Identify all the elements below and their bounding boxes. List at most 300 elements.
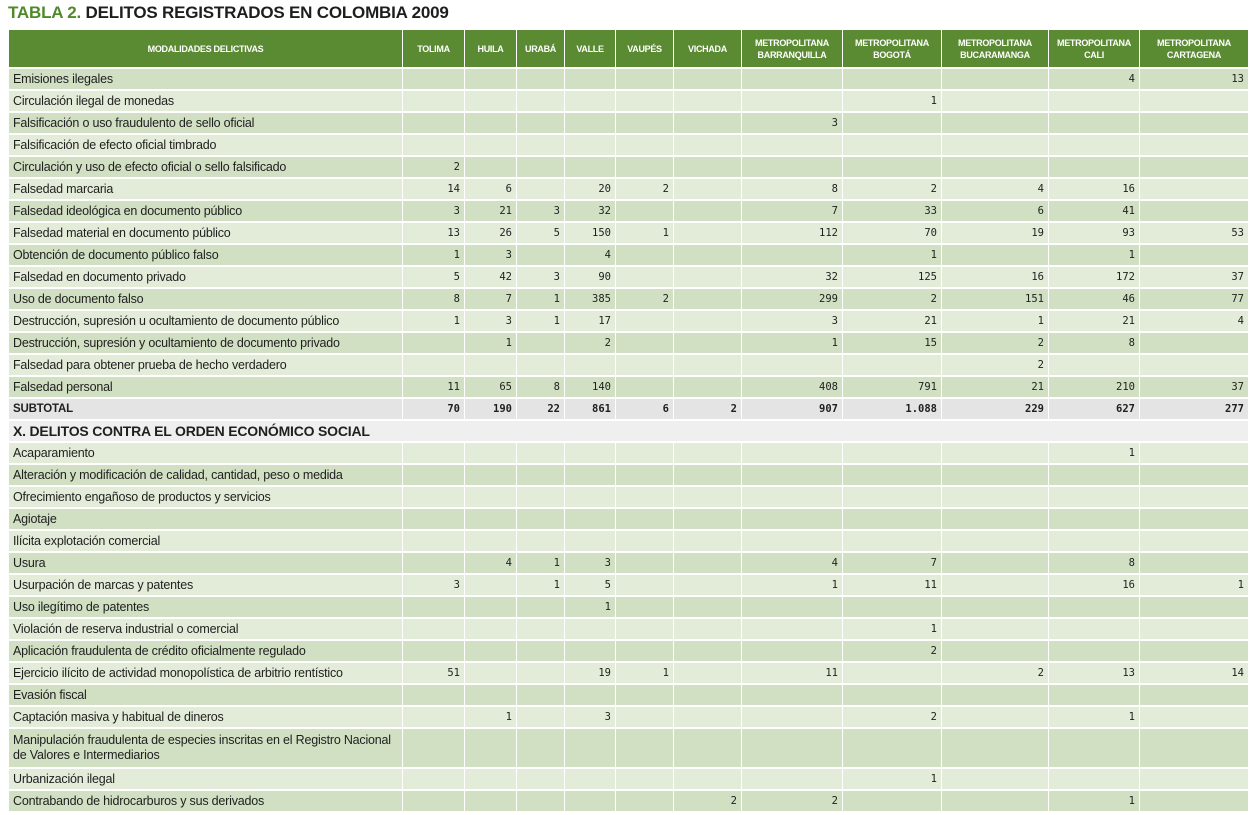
cell-huila xyxy=(465,596,517,618)
cell-vaupes: 1 xyxy=(616,662,674,684)
cell-tolima xyxy=(403,684,465,706)
cell-metropolitana-cali xyxy=(1049,354,1140,376)
cell-huila: 42 xyxy=(465,266,517,288)
cell-metropolitana-cartagena: 277 xyxy=(1140,398,1249,420)
cell-valle: 17 xyxy=(565,310,616,332)
row-label: Falsedad personal xyxy=(9,376,403,398)
cell-metropolitana-barranquilla xyxy=(742,156,843,178)
cell-valle xyxy=(565,112,616,134)
cell-metropolitana-barranquilla xyxy=(742,508,843,530)
cell-metropolitana-cali xyxy=(1049,728,1140,768)
cell-metropolitana-barranquilla: 8 xyxy=(742,178,843,200)
cell-metropolitana-bogota xyxy=(843,68,942,90)
cell-metropolitana-bucaramanga xyxy=(942,684,1049,706)
cell-metropolitana-bucaramanga xyxy=(942,68,1049,90)
cell-vaupes xyxy=(616,706,674,728)
cell-metropolitana-bucaramanga xyxy=(942,244,1049,266)
cell-huila xyxy=(465,790,517,812)
cell-tolima: 13 xyxy=(403,222,465,244)
cell-tolima xyxy=(403,530,465,552)
cell-vichada xyxy=(674,354,742,376)
cell-metropolitana-barranquilla: 2 xyxy=(742,790,843,812)
row-label: SUBTOTAL xyxy=(9,398,403,420)
cell-tolima: 3 xyxy=(403,200,465,222)
cell-uraba: 1 xyxy=(517,574,565,596)
cell-metropolitana-cali: 93 xyxy=(1049,222,1140,244)
cell-vichada xyxy=(674,68,742,90)
cell-valle xyxy=(565,790,616,812)
table-row xyxy=(9,200,1249,222)
cell-huila: 65 xyxy=(465,376,517,398)
cell-vichada xyxy=(674,508,742,530)
cell-vichada xyxy=(674,640,742,662)
cell-valle: 3 xyxy=(565,552,616,574)
row-label: Violación de reserva industrial o comercial xyxy=(9,618,403,640)
table-row xyxy=(9,728,1249,768)
cell-valle xyxy=(565,156,616,178)
cell-metropolitana-bogota: 1 xyxy=(843,618,942,640)
row-label: Uso ilegítimo de patentes xyxy=(9,596,403,618)
cell-huila xyxy=(465,640,517,662)
cell-metropolitana-cartagena xyxy=(1140,508,1249,530)
cell-metropolitana-barranquilla: 4 xyxy=(742,552,843,574)
cell-metropolitana-bogota: 2 xyxy=(843,288,942,310)
cell-metropolitana-barranquilla xyxy=(742,486,843,508)
cell-huila xyxy=(465,728,517,768)
column-header-metropolitana-barranquilla: METROPOLITANA BARRANQUILLA xyxy=(742,30,843,68)
cell-metropolitana-cartagena xyxy=(1140,354,1249,376)
table-row xyxy=(9,156,1249,178)
cell-metropolitana-bogota: 21 xyxy=(843,310,942,332)
subtotal-row xyxy=(9,398,1249,420)
cell-uraba: 22 xyxy=(517,398,565,420)
cell-valle: 2 xyxy=(565,332,616,354)
cell-metropolitana-cali: 172 xyxy=(1049,266,1140,288)
cell-metropolitana-cali xyxy=(1049,530,1140,552)
cell-tolima xyxy=(403,112,465,134)
cell-metropolitana-cartagena xyxy=(1140,530,1249,552)
cell-vaupes xyxy=(616,574,674,596)
row-label: Circulación ilegal de monedas xyxy=(9,90,403,112)
cell-metropolitana-cartagena xyxy=(1140,134,1249,156)
cell-metropolitana-bogota: 1 xyxy=(843,244,942,266)
cell-metropolitana-bogota: 70 xyxy=(843,222,942,244)
cell-vichada xyxy=(674,134,742,156)
cell-metropolitana-bucaramanga xyxy=(942,552,1049,574)
cell-metropolitana-bucaramanga xyxy=(942,728,1049,768)
cell-metropolitana-cartagena: 13 xyxy=(1140,68,1249,90)
row-label: Circulación y uso de efecto oficial o sello falsificado xyxy=(9,156,403,178)
cell-metropolitana-barranquilla xyxy=(742,640,843,662)
column-header-metropolitana-cali: METROPOLITANA CALI xyxy=(1049,30,1140,68)
row-label: Acaparamiento xyxy=(9,442,403,464)
table-row xyxy=(9,596,1249,618)
cell-metropolitana-cartagena xyxy=(1140,552,1249,574)
cell-metropolitana-cali xyxy=(1049,112,1140,134)
cell-vichada xyxy=(674,332,742,354)
cell-metropolitana-cartagena xyxy=(1140,464,1249,486)
cell-metropolitana-cartagena xyxy=(1140,728,1249,768)
table-row xyxy=(9,244,1249,266)
cell-huila xyxy=(465,464,517,486)
cell-tolima: 1 xyxy=(403,244,465,266)
cell-huila xyxy=(465,68,517,90)
cell-metropolitana-cartagena: 14 xyxy=(1140,662,1249,684)
cell-metropolitana-bucaramanga: 4 xyxy=(942,178,1049,200)
cell-huila: 1 xyxy=(465,332,517,354)
cell-metropolitana-bucaramanga: 21 xyxy=(942,376,1049,398)
crimes-table xyxy=(8,30,1249,812)
cell-metropolitana-cartagena: 53 xyxy=(1140,222,1249,244)
column-header-uraba: URABÁ xyxy=(517,30,565,68)
cell-vichada xyxy=(674,618,742,640)
cell-vaupes xyxy=(616,552,674,574)
cell-vaupes xyxy=(616,354,674,376)
cell-uraba xyxy=(517,662,565,684)
cell-vaupes xyxy=(616,332,674,354)
cell-valle: 861 xyxy=(565,398,616,420)
row-label: Falsedad para obtener prueba de hecho verdadero xyxy=(9,354,403,376)
cell-uraba xyxy=(517,684,565,706)
cell-huila xyxy=(465,112,517,134)
cell-vaupes xyxy=(616,244,674,266)
cell-metropolitana-barranquilla: 3 xyxy=(742,310,843,332)
cell-metropolitana-bucaramanga: 1 xyxy=(942,310,1049,332)
cell-huila xyxy=(465,662,517,684)
cell-tolima: 70 xyxy=(403,398,465,420)
table-row xyxy=(9,68,1249,90)
cell-metropolitana-cali: 627 xyxy=(1049,398,1140,420)
row-label: Manipulación fraudulenta de especies inscritas en el Registro Nacional de Valores e Intermediarios xyxy=(9,728,403,768)
cell-metropolitana-cali: 1 xyxy=(1049,790,1140,812)
cell-vichada xyxy=(674,574,742,596)
cell-valle: 150 xyxy=(565,222,616,244)
cell-tolima: 51 xyxy=(403,662,465,684)
cell-vichada xyxy=(674,728,742,768)
cell-metropolitana-bucaramanga xyxy=(942,442,1049,464)
cell-tolima xyxy=(403,768,465,790)
cell-metropolitana-bogota: 2 xyxy=(843,640,942,662)
cell-vichada xyxy=(674,222,742,244)
cell-tolima xyxy=(403,706,465,728)
cell-metropolitana-bogota: 7 xyxy=(843,552,942,574)
cell-valle: 1 xyxy=(565,596,616,618)
cell-vichada xyxy=(674,200,742,222)
cell-tolima: 2 xyxy=(403,156,465,178)
cell-uraba xyxy=(517,530,565,552)
cell-vichada: 2 xyxy=(674,790,742,812)
cell-metropolitana-bogota xyxy=(843,442,942,464)
cell-vichada xyxy=(674,178,742,200)
cell-metropolitana-bogota: 2 xyxy=(843,706,942,728)
cell-metropolitana-cali: 8 xyxy=(1049,332,1140,354)
cell-vaupes xyxy=(616,728,674,768)
cell-metropolitana-barranquilla xyxy=(742,90,843,112)
cell-metropolitana-cartagena xyxy=(1140,706,1249,728)
cell-huila xyxy=(465,354,517,376)
cell-uraba xyxy=(517,790,565,812)
cell-uraba: 3 xyxy=(517,200,565,222)
cell-tolima: 14 xyxy=(403,178,465,200)
cell-metropolitana-bucaramanga: 2 xyxy=(942,354,1049,376)
cell-vichada xyxy=(674,442,742,464)
cell-valle xyxy=(565,684,616,706)
cell-metropolitana-barranquilla xyxy=(742,728,843,768)
row-label: Usurpación de marcas y patentes xyxy=(9,574,403,596)
cell-metropolitana-cali xyxy=(1049,640,1140,662)
cell-vichada xyxy=(674,662,742,684)
cell-metropolitana-bogota: 11 xyxy=(843,574,942,596)
row-label: Ejercicio ilícito de actividad monopolística de arbitrio rentístico xyxy=(9,662,403,684)
cell-metropolitana-cartagena xyxy=(1140,112,1249,134)
cell-uraba xyxy=(517,134,565,156)
cell-huila xyxy=(465,156,517,178)
cell-huila: 1 xyxy=(465,706,517,728)
cell-huila xyxy=(465,618,517,640)
cell-vaupes xyxy=(616,156,674,178)
cell-huila xyxy=(465,530,517,552)
cell-huila xyxy=(465,442,517,464)
cell-metropolitana-cali xyxy=(1049,618,1140,640)
row-label: Falsificación o uso fraudulento de sello oficial xyxy=(9,112,403,134)
cell-huila: 4 xyxy=(465,552,517,574)
section-heading-row xyxy=(9,420,1249,442)
cell-vaupes xyxy=(616,68,674,90)
cell-tolima xyxy=(403,618,465,640)
cell-tolima xyxy=(403,552,465,574)
cell-metropolitana-barranquilla xyxy=(742,442,843,464)
cell-metropolitana-cali xyxy=(1049,508,1140,530)
cell-uraba xyxy=(517,640,565,662)
cell-metropolitana-bogota: 1 xyxy=(843,90,942,112)
row-label: Urbanización ilegal xyxy=(9,768,403,790)
cell-metropolitana-bucaramanga xyxy=(942,618,1049,640)
cell-metropolitana-cartagena xyxy=(1140,442,1249,464)
row-label: Captación masiva y habitual de dineros xyxy=(9,706,403,728)
cell-tolima xyxy=(403,134,465,156)
row-label: Falsificación de efecto oficial timbrado xyxy=(9,134,403,156)
cell-metropolitana-cali xyxy=(1049,596,1140,618)
cell-uraba xyxy=(517,464,565,486)
cell-huila xyxy=(465,486,517,508)
row-label: Ilícita explotación comercial xyxy=(9,530,403,552)
cell-metropolitana-bogota: 125 xyxy=(843,266,942,288)
cell-valle xyxy=(565,90,616,112)
cell-metropolitana-barranquilla xyxy=(742,706,843,728)
cell-metropolitana-barranquilla xyxy=(742,68,843,90)
cell-metropolitana-barranquilla xyxy=(742,768,843,790)
cell-tolima xyxy=(403,486,465,508)
cell-vaupes xyxy=(616,640,674,662)
cell-metropolitana-cali xyxy=(1049,464,1140,486)
table-row xyxy=(9,464,1249,486)
table-row xyxy=(9,706,1249,728)
column-header-valle: VALLE xyxy=(565,30,616,68)
cell-uraba xyxy=(517,618,565,640)
cell-vichada xyxy=(674,464,742,486)
cell-metropolitana-bogota: 15 xyxy=(843,332,942,354)
cell-vichada xyxy=(674,156,742,178)
cell-metropolitana-bucaramanga xyxy=(942,596,1049,618)
cell-metropolitana-cali: 8 xyxy=(1049,552,1140,574)
cell-tolima xyxy=(403,332,465,354)
cell-uraba xyxy=(517,706,565,728)
cell-valle: 32 xyxy=(565,200,616,222)
cell-tolima: 3 xyxy=(403,574,465,596)
table-row xyxy=(9,178,1249,200)
cell-huila: 3 xyxy=(465,310,517,332)
cell-metropolitana-barranquilla: 1 xyxy=(742,574,843,596)
table-row xyxy=(9,574,1249,596)
column-header-metropolitana-cartagena: METROPOLITANA CARTAGENA xyxy=(1140,30,1249,68)
cell-tolima xyxy=(403,68,465,90)
table-row xyxy=(9,332,1249,354)
cell-metropolitana-cartagena xyxy=(1140,618,1249,640)
cell-metropolitana-bogota xyxy=(843,354,942,376)
cell-uraba xyxy=(517,508,565,530)
cell-uraba xyxy=(517,332,565,354)
cell-metropolitana-cartagena: 37 xyxy=(1140,266,1249,288)
cell-metropolitana-barranquilla: 7 xyxy=(742,200,843,222)
table-row xyxy=(9,530,1249,552)
table-row xyxy=(9,442,1249,464)
cell-valle xyxy=(565,768,616,790)
cell-tolima xyxy=(403,508,465,530)
cell-metropolitana-cartagena xyxy=(1140,332,1249,354)
cell-metropolitana-cali: 210 xyxy=(1049,376,1140,398)
cell-metropolitana-barranquilla: 32 xyxy=(742,266,843,288)
cell-tolima xyxy=(403,640,465,662)
cell-tolima xyxy=(403,728,465,768)
cell-valle xyxy=(565,354,616,376)
column-header-modalidades-delictivas: MODALIDADES DELICTIVAS xyxy=(9,30,403,68)
cell-vaupes xyxy=(616,90,674,112)
cell-vichada xyxy=(674,486,742,508)
cell-valle xyxy=(565,508,616,530)
cell-huila xyxy=(465,90,517,112)
section-heading: X. DELITOS CONTRA EL ORDEN ECONÓMICO SOCIAL xyxy=(9,420,1249,442)
cell-vaupes: 2 xyxy=(616,178,674,200)
cell-uraba xyxy=(517,112,565,134)
cell-vichada xyxy=(674,244,742,266)
table-row xyxy=(9,508,1249,530)
cell-valle xyxy=(565,442,616,464)
cell-metropolitana-bogota xyxy=(843,684,942,706)
cell-tolima xyxy=(403,90,465,112)
cell-uraba: 1 xyxy=(517,288,565,310)
column-header-metropolitana-bucaramanga: METROPOLITANA BUCARAMANGA xyxy=(942,30,1049,68)
cell-tolima xyxy=(403,354,465,376)
cell-huila xyxy=(465,768,517,790)
cell-valle: 5 xyxy=(565,574,616,596)
cell-metropolitana-bucaramanga: 6 xyxy=(942,200,1049,222)
cell-vichada xyxy=(674,552,742,574)
row-label: Falsedad material en documento público xyxy=(9,222,403,244)
cell-valle: 3 xyxy=(565,706,616,728)
cell-vichada xyxy=(674,266,742,288)
cell-vichada: 2 xyxy=(674,398,742,420)
cell-metropolitana-bogota: 1.088 xyxy=(843,398,942,420)
cell-uraba: 3 xyxy=(517,266,565,288)
cell-metropolitana-barranquilla: 299 xyxy=(742,288,843,310)
cell-metropolitana-bogota xyxy=(843,530,942,552)
cell-tolima xyxy=(403,442,465,464)
cell-vichada xyxy=(674,112,742,134)
cell-uraba xyxy=(517,90,565,112)
cell-metropolitana-cartagena xyxy=(1140,200,1249,222)
cell-metropolitana-cartagena xyxy=(1140,640,1249,662)
cell-huila: 190 xyxy=(465,398,517,420)
row-label: Falsedad en documento privado xyxy=(9,266,403,288)
cell-metropolitana-bogota xyxy=(843,134,942,156)
cell-metropolitana-barranquilla xyxy=(742,134,843,156)
cell-metropolitana-barranquilla xyxy=(742,354,843,376)
table-row xyxy=(9,354,1249,376)
row-label: Destrucción, supresión y ocultamiento de documento privado xyxy=(9,332,403,354)
cell-uraba xyxy=(517,486,565,508)
table-row xyxy=(9,288,1249,310)
cell-metropolitana-barranquilla xyxy=(742,684,843,706)
cell-metropolitana-cali: 21 xyxy=(1049,310,1140,332)
table-row xyxy=(9,376,1249,398)
cell-huila xyxy=(465,684,517,706)
row-label: Usura xyxy=(9,552,403,574)
column-header-tolima: TOLIMA xyxy=(403,30,465,68)
row-label: Falsedad marcaria xyxy=(9,178,403,200)
cell-vaupes xyxy=(616,508,674,530)
cell-metropolitana-barranquilla: 11 xyxy=(742,662,843,684)
cell-uraba: 5 xyxy=(517,222,565,244)
cell-vichada xyxy=(674,596,742,618)
cell-metropolitana-bogota: 33 xyxy=(843,200,942,222)
cell-metropolitana-bucaramanga xyxy=(942,640,1049,662)
cell-huila xyxy=(465,508,517,530)
cell-metropolitana-cartagena xyxy=(1140,178,1249,200)
table-row xyxy=(9,552,1249,574)
cell-vaupes xyxy=(616,464,674,486)
cell-metropolitana-bogota xyxy=(843,508,942,530)
column-header-vichada: VICHADA xyxy=(674,30,742,68)
cell-valle: 4 xyxy=(565,244,616,266)
cell-tolima: 1 xyxy=(403,310,465,332)
cell-tolima xyxy=(403,464,465,486)
cell-metropolitana-bogota: 2 xyxy=(843,178,942,200)
cell-tolima: 11 xyxy=(403,376,465,398)
row-label: Evasión fiscal xyxy=(9,684,403,706)
cell-metropolitana-bogota: 791 xyxy=(843,376,942,398)
cell-metropolitana-bucaramanga xyxy=(942,530,1049,552)
cell-vichada xyxy=(674,684,742,706)
cell-vichada xyxy=(674,768,742,790)
cell-metropolitana-bucaramanga xyxy=(942,486,1049,508)
cell-huila: 6 xyxy=(465,178,517,200)
cell-metropolitana-cali: 1 xyxy=(1049,706,1140,728)
row-label: Aplicación fraudulenta de crédito oficialmente regulado xyxy=(9,640,403,662)
cell-metropolitana-cartagena xyxy=(1140,684,1249,706)
cell-valle xyxy=(565,618,616,640)
cell-vaupes xyxy=(616,112,674,134)
cell-metropolitana-cali xyxy=(1049,156,1140,178)
row-label: Agiotaje xyxy=(9,508,403,530)
cell-metropolitana-barranquilla: 112 xyxy=(742,222,843,244)
cell-valle xyxy=(565,728,616,768)
cell-metropolitana-cartagena: 1 xyxy=(1140,574,1249,596)
cell-vichada xyxy=(674,530,742,552)
cell-tolima: 8 xyxy=(403,288,465,310)
cell-metropolitana-bucaramanga xyxy=(942,464,1049,486)
cell-metropolitana-cartagena xyxy=(1140,156,1249,178)
cell-metropolitana-barranquilla xyxy=(742,596,843,618)
